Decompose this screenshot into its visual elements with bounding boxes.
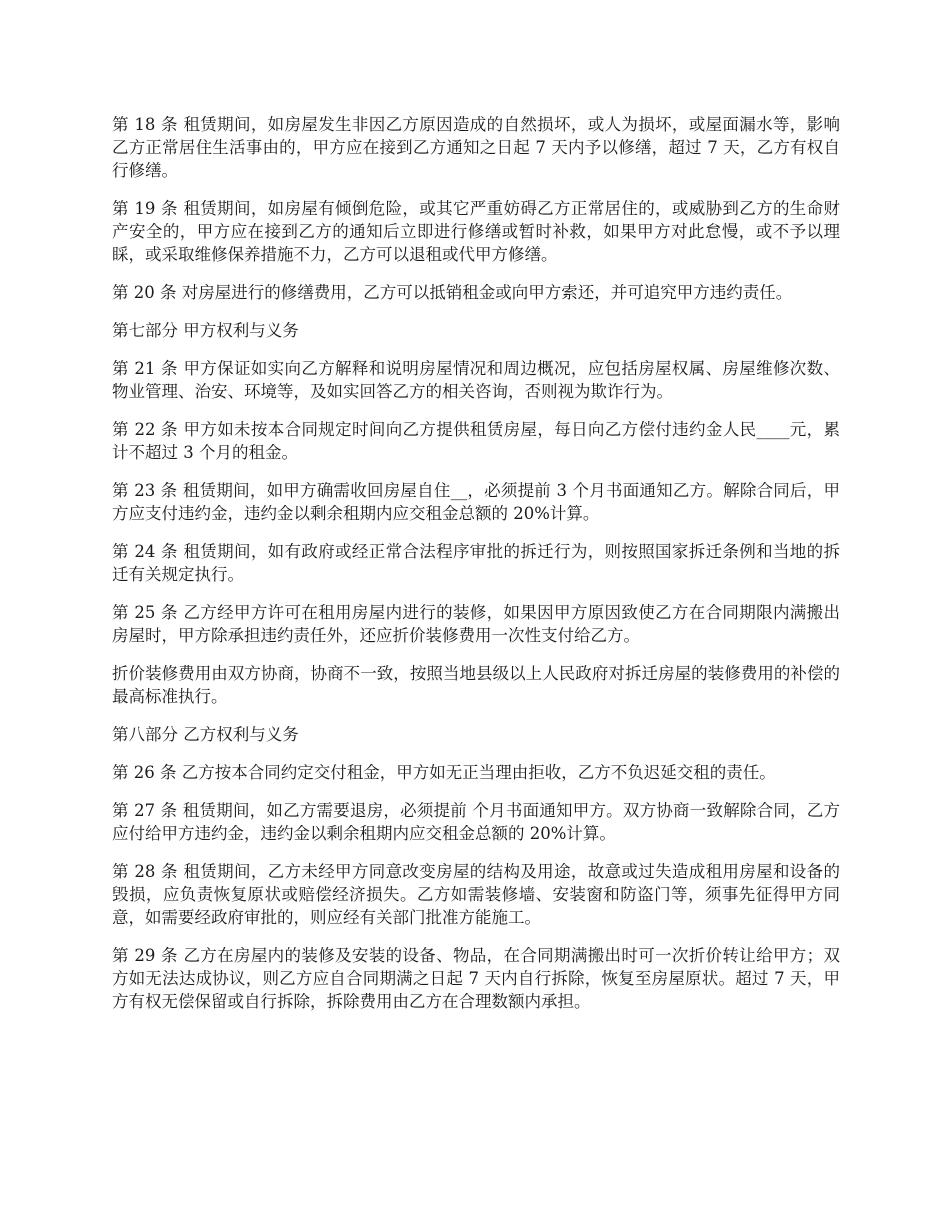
clause-29: 第 29 条 乙方在房屋内的装修及安装的设备、物品，在合同期满搬出时可一次折价转让给甲方；双方如无法达成协议，则乙方应自合同期满之日起 7 天内自行拆除，恢复至房屋原状。超过 7 天，甲方有权无偿保留或自行拆除，拆除费用由乙方在合理数额内承担。 — [112, 946, 840, 1011]
clause-26: 第 26 条 乙方按本合同约定交付租金，甲方如无正当理由拒收，乙方不负迟延交租的责任。 — [112, 763, 776, 782]
document-page — [112, 113, 840, 1028]
section-heading-8: 第八部分 乙方权利与义务 — [112, 725, 299, 744]
clause-21: 第 21 条 甲方保证如实向乙方解释和说明房屋情况和周边概况，应包括房屋权属、房屋维修次数、物业管理、治安、环境等，及如实回答乙方的相关咨询，否则视为欺诈行为。 — [112, 359, 840, 401]
section-heading-7: 第七部分 甲方权利与义务 — [112, 321, 299, 340]
clause-25: 第 25 条 乙方经甲方许可在租用房屋内进行的装修，如果因甲方原因致使乙方在合同期限内满搬出房屋时，甲方除承担违约责任外，还应折价装修费用一次性支付给乙方。 — [112, 603, 840, 645]
clause-22: 第 22 条 甲方如未按本合同规定时间向乙方提供租赁房屋，每日向乙方偿付违约金人民____元，累计不超过 3 个月的租金。 — [112, 420, 840, 462]
clause-27: 第 27 条 租赁期间，如乙方需要退房，必须提前 个月书面通知甲方。双方协商一致解除合同，乙方应付给甲方违约金，违约金以剩余租期内应交租金总额的 20%计算。 — [112, 801, 840, 843]
clause-18: 第 18 条 租赁期间，如房屋发生非因乙方原因造成的自然损坏，或人为损坏，或屋面漏水等，影响乙方正常居住生活事由的，甲方应在接到乙方通知之日起 7 天内予以修缮，超过 7 天，乙方有权自行修缮。 — [112, 115, 840, 180]
clause-28: 第 28 条 租赁期间，乙方未经甲方同意改变房屋的结构及用途，故意或过失造成租用房屋和设备的毁损，应负责恢复原状或赔偿经济损失。乙方如需装修墙、安装窗和防盗门等，须事先征得甲方同意，如需要经政府审批的，则应经有关部门批准方能施工。 — [112, 862, 840, 927]
clause-23: 第 23 条 租赁期间，如甲方确需收回房屋自住__，必须提前 3 个月书面通知乙方。解除合同后，甲方应支付违约金，违约金以剩余租期内应交租金总额的 20%计算。 — [112, 481, 840, 523]
clause-19: 第 19 条 租赁期间，如房屋有倾倒危险，或其它严重妨碍乙方正常居住的，或威胁到乙方的生命财产安全的，甲方应在接到乙方的通知后立即进行修缮或暂时补救，如果甲方对此怠慢，或不予以理睬，或采取维修保养措施不力，乙方可以退租或代甲方修缮。 — [112, 199, 840, 264]
clause-25-note: 折价装修费用由双方协商，协商不一致，按照当地县级以上人民政府对拆迁房屋的装修费用的补偿的最高标准执行。 — [112, 664, 840, 706]
clause-20: 第 20 条 对房屋进行的修缮费用，乙方可以抵销租金或向甲方索还，并可追究甲方违约责任。 — [112, 283, 793, 302]
clause-24: 第 24 条 租赁期间，如有政府或经正常合法程序审批的拆迁行为，则按照国家拆迁条例和当地的拆迁有关规定执行。 — [112, 542, 840, 584]
